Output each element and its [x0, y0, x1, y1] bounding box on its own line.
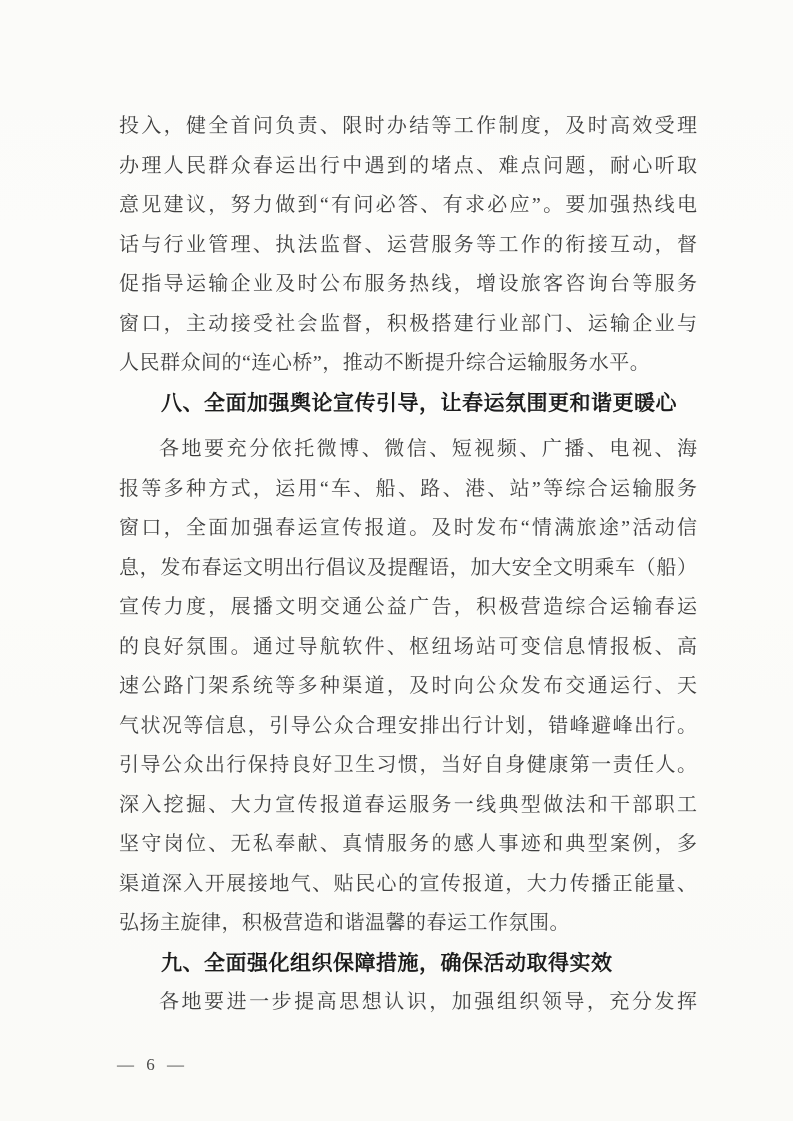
body-line: 办理人民群众春运出行中遇到的堵点、难点问题，耐心听取 — [119, 154, 697, 177]
body-line: 各地要充分依托微博、微信、短视频、广播、电视、海 — [159, 438, 697, 460]
paragraph-1 — [119, 107, 697, 384]
body-line: 窗口，主动接受社会监督，积极搭建行业部门、运输企业与 — [119, 312, 697, 335]
section-heading-9: 九、全面强化组织保障措施，确保活动取得实效 — [161, 951, 613, 975]
body-line: 意见建议，努力做到“有问必答、有求必应”。要加强热线电 — [119, 194, 697, 216]
body-line: 话与行业管理、执法监督、运营服务等工作的衔接互动，督 — [119, 233, 697, 256]
body-line: 投入，健全首问负责、限时办结等工作制度，及时高效受理 — [119, 115, 697, 137]
body-line: 坚守岗位、无私奉献、真情服务的感人事迹和典型案例，多 — [119, 833, 697, 855]
body-line: 引导公众出行保持良好卫生习惯，当好自身健康第一责任人。 — [119, 754, 697, 776]
body-line: 渠道深入开展接地气、贴民心的宣传报道，大力传播正能量、 — [119, 872, 697, 895]
body-line: 息，发布春运文明出行倡议及提醒语，加大安全文明乘车（船） — [119, 556, 697, 579]
text-block — [119, 107, 697, 1023]
body-line: 弘扬主旋律，积极营造和谐温馨的春运工作氛围。 — [119, 912, 570, 934]
body-line: 深入挖掘、大力宣传报道春运服务一线典型做法和干部职工 — [119, 793, 697, 816]
body-line: 人民群众间的“连心桥”，推动不断提升综合运输服务水平。 — [119, 352, 651, 374]
body-line: 速公路门架系统等多种渠道，及时向公众发布交通运行、天 — [119, 675, 697, 697]
body-line: 报等多种方式，运用“车、船、路、港、站”等综合运输服务 — [119, 477, 697, 500]
body-line: 窗口，全面加强春运宣传报道。及时发布“情满旅途”活动信 — [119, 517, 697, 539]
section-heading-8: 八、全面加强舆论宣传引导，让春运氛围更和谐更暖心 — [161, 391, 677, 415]
body-line: 的良好氛围。通过导航软件、枢纽场站可变信息情报板、高 — [119, 635, 697, 658]
paragraph-2 — [119, 430, 697, 944]
body-line: 宣传力度，展播文明交通公益广告，积极营造综合运输春运 — [119, 596, 697, 618]
page-number: — 6 — — [117, 1055, 188, 1074]
body-line: 各地要进一步提高思想认识，加强组织领导，充分发挥 — [159, 991, 697, 1013]
body-line: 促指导运输企业及时公布服务热线，增设旅客咨询台等服务 — [119, 273, 697, 295]
body-line: 气状况等信息，引导公众合理安排出行计划，错峰避峰出行。 — [119, 714, 697, 737]
paragraph-3 — [119, 983, 697, 1023]
